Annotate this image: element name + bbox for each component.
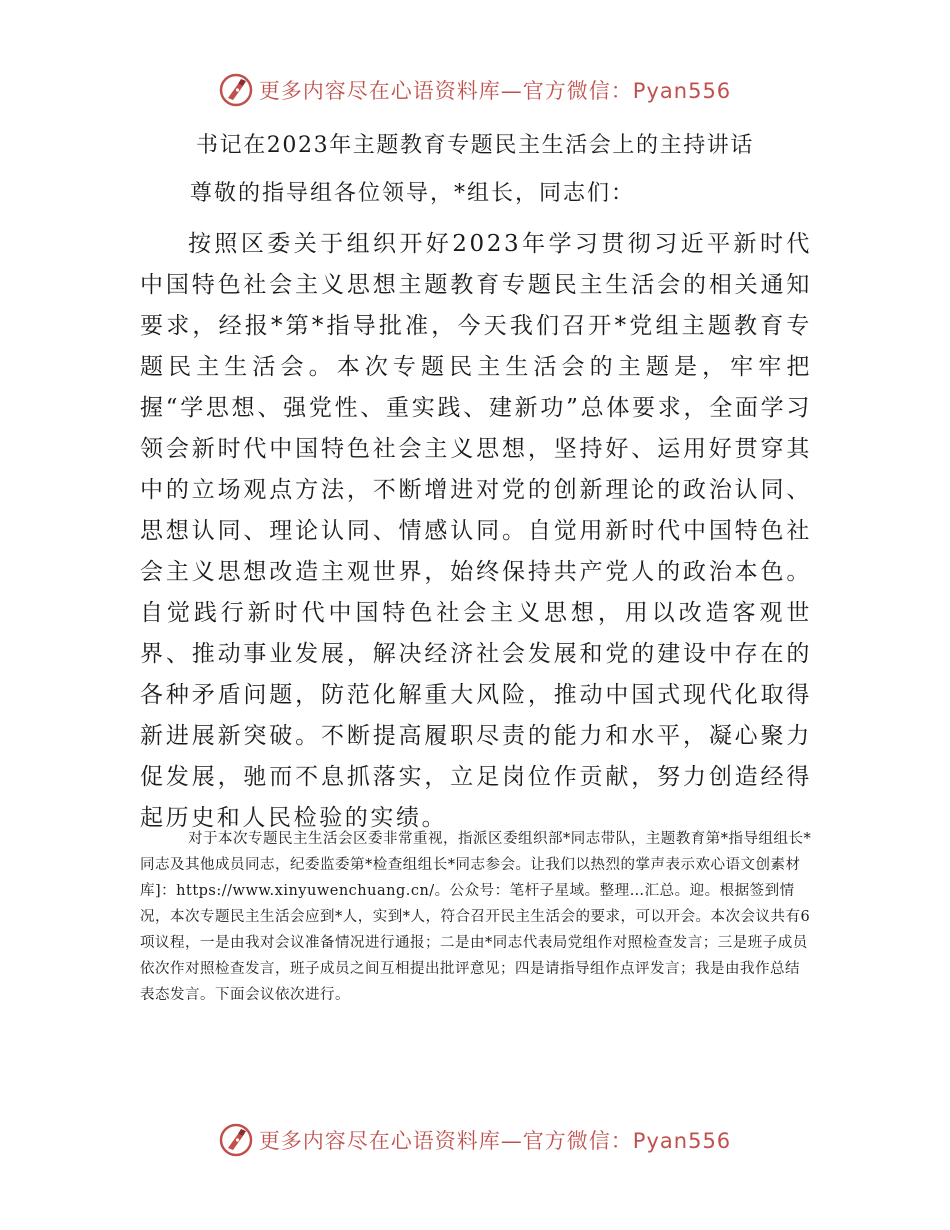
- pen-nib-logo-icon: [219, 1123, 253, 1157]
- body-paragraph-1: 按照区委关于组织开好2023年学习贯彻习近平新时代中国特色社会主义思想主题教育专题民主生活会的相关通知要求，经报*第*指导批准，今天我们召开*党组主题教育专题民主生活会。本次专题民主生活会的主题是，牢牢把握“学思想、强党性、重实践、建新功”总体要求，全面学习领会新时代中国特色社会主义思想，坚持好、运用好贯穿其中的立场观点方法，不断增进对党的创新理论的政治认同、思想认同、理论认同、情感认同。自觉用新时代中国特色社会主义思想改造主观世界，始终保持共产党人的政治本色。自觉践行新时代中国特色社会主义思想，用以改造客观世界、推动事业发展，解决经济社会发展和党的建设中存在的各种矛盾问题，防范化解重大风险，推动中国式现代化取得新进展新突破。不断提高履职尽责的能力和水平，凝心聚力促发展，驰而不息抓落实，立足岗位作贡献，努力创造经得起历史和人民检验的实绩。: [140, 231, 812, 831]
- document-title: 书记在2023年主题教育专题民主生活会上的主持讲话: [196, 133, 754, 158]
- header-banner-text: 更多内容尽在心语资料库—官方微信：Pyan556: [258, 79, 732, 103]
- footer-banner-text: 更多内容尽在心语资料库—官方微信：Pyan556: [258, 1129, 732, 1153]
- footer-banner: [0, 1120, 950, 1160]
- header-banner: [0, 70, 950, 110]
- body-paragraph-2: 对于本次专题民主生活会区委非常重视，指派区委组织部*同志带队，主题教育第*指导组组长*同志及其他成员同志，纪委监委第*检查组组长*同志参会。让我们以热烈的掌声表示欢心语文创素材库]：https://www.xinyuwenchuang.cn/。公众号：笔杆子星域。整理…汇总。迎。根据签到情况，本次专题民主生活会应到*人，实到*人，符合召开民主生活会的要求，可以开会。本次会议共有6项议程，一是由我对会议准备情况进行通报；二是由*同志代表局党组作对照检查发言；三是班子成员依次作对照检查发言，班子成员之间互相提出批评意见；四是请指导组作点评发言；我是由我作总结表态发言。下面会议依次进行。: [140, 831, 812, 1003]
- pen-nib-logo-icon: [219, 73, 253, 107]
- salutation: 尊敬的指导组各位领导，*组长，同志们：: [190, 181, 636, 206]
